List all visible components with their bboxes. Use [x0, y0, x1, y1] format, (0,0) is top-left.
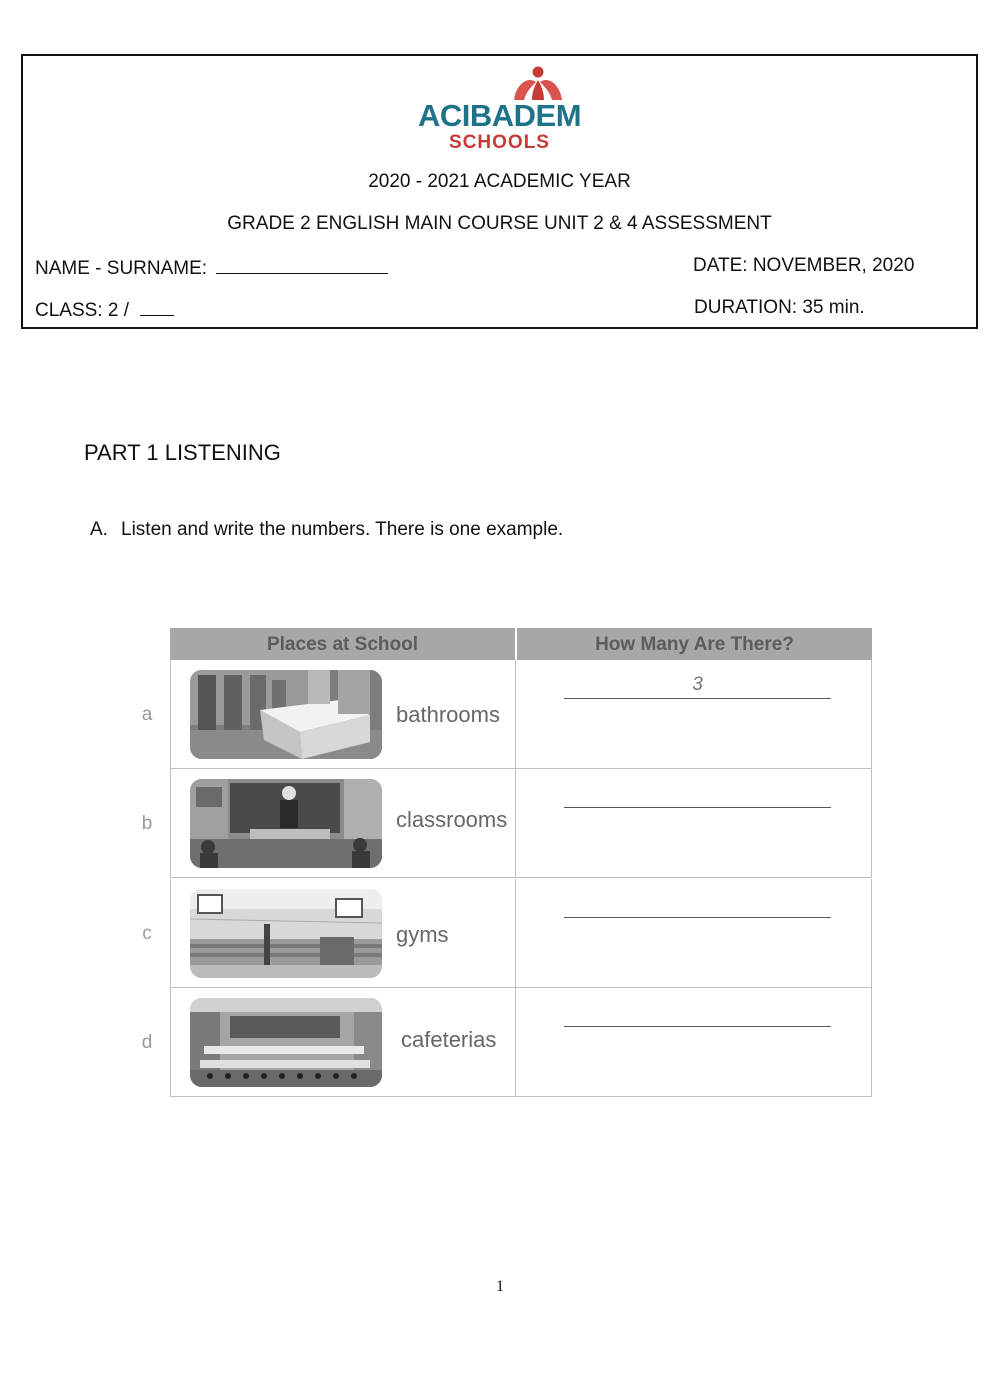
school-logo [23, 66, 976, 156]
places-table [141, 628, 872, 1100]
row-letter: a [141, 704, 153, 725]
answer-cell [515, 660, 872, 769]
academic-year: 2020 - 2021 ACADEMIC YEAR [368, 171, 631, 192]
table-row [142, 879, 872, 988]
duration-label: DURATION: 35 min. [694, 297, 865, 318]
col-header-places: Places at School [266, 634, 418, 655]
place-word: cafeterias [401, 1027, 497, 1052]
page-number: 1 [496, 1278, 504, 1295]
date-label: DATE: NOVEMBER, 2020 [693, 255, 915, 276]
class-blank[interactable] [140, 297, 174, 316]
answer-line[interactable] [564, 917, 831, 918]
place-word: gyms [396, 922, 449, 947]
table-row [141, 769, 872, 878]
col-header-count: How Many Are There? [595, 634, 794, 655]
class-label: CLASS: 2 / [35, 300, 129, 321]
instruction [90, 519, 563, 541]
place-cell [170, 879, 515, 988]
answer-cell [515, 879, 872, 988]
place-cell [170, 660, 515, 769]
place-word: bathrooms [396, 702, 500, 727]
table-header [170, 628, 872, 660]
part-title: PART 1 LISTENING [84, 440, 281, 465]
answer-line[interactable] [564, 1026, 831, 1027]
classroom-photo [190, 779, 382, 868]
place-word: classrooms [396, 807, 508, 832]
table-row [141, 660, 872, 769]
example-answer: 3 [692, 674, 703, 695]
row-letter: d [141, 1032, 153, 1053]
logo-wordmark: ACIBADEM [417, 98, 582, 133]
name-label: NAME - SURNAME: [35, 258, 208, 279]
answer-cell [515, 769, 872, 878]
logo-subtitle: SCHOOLS [449, 132, 550, 153]
bathroom-photo [190, 670, 382, 759]
name-field [35, 255, 388, 280]
gym-photo [190, 889, 382, 978]
row-letter: b [141, 813, 153, 834]
instruction-text: Listen and write the numbers. There is one example. [121, 519, 564, 540]
place-cell [170, 988, 515, 1097]
name-blank[interactable] [216, 255, 388, 274]
row-letter: c [142, 923, 152, 944]
cafeteria-photo [190, 998, 382, 1087]
answer-cell [515, 988, 872, 1097]
answer-line[interactable] [564, 807, 831, 808]
answer-line[interactable] [564, 698, 831, 699]
assessment-title: GRADE 2 ENGLISH MAIN COURSE UNIT 2 & 4 ASSESSMENT [227, 213, 772, 234]
place-cell [170, 769, 515, 878]
instruction-number: A. [90, 519, 108, 540]
header-box [21, 54, 978, 329]
class-field [35, 297, 174, 322]
table-row [141, 988, 872, 1097]
logo-figure-icon [510, 66, 566, 100]
